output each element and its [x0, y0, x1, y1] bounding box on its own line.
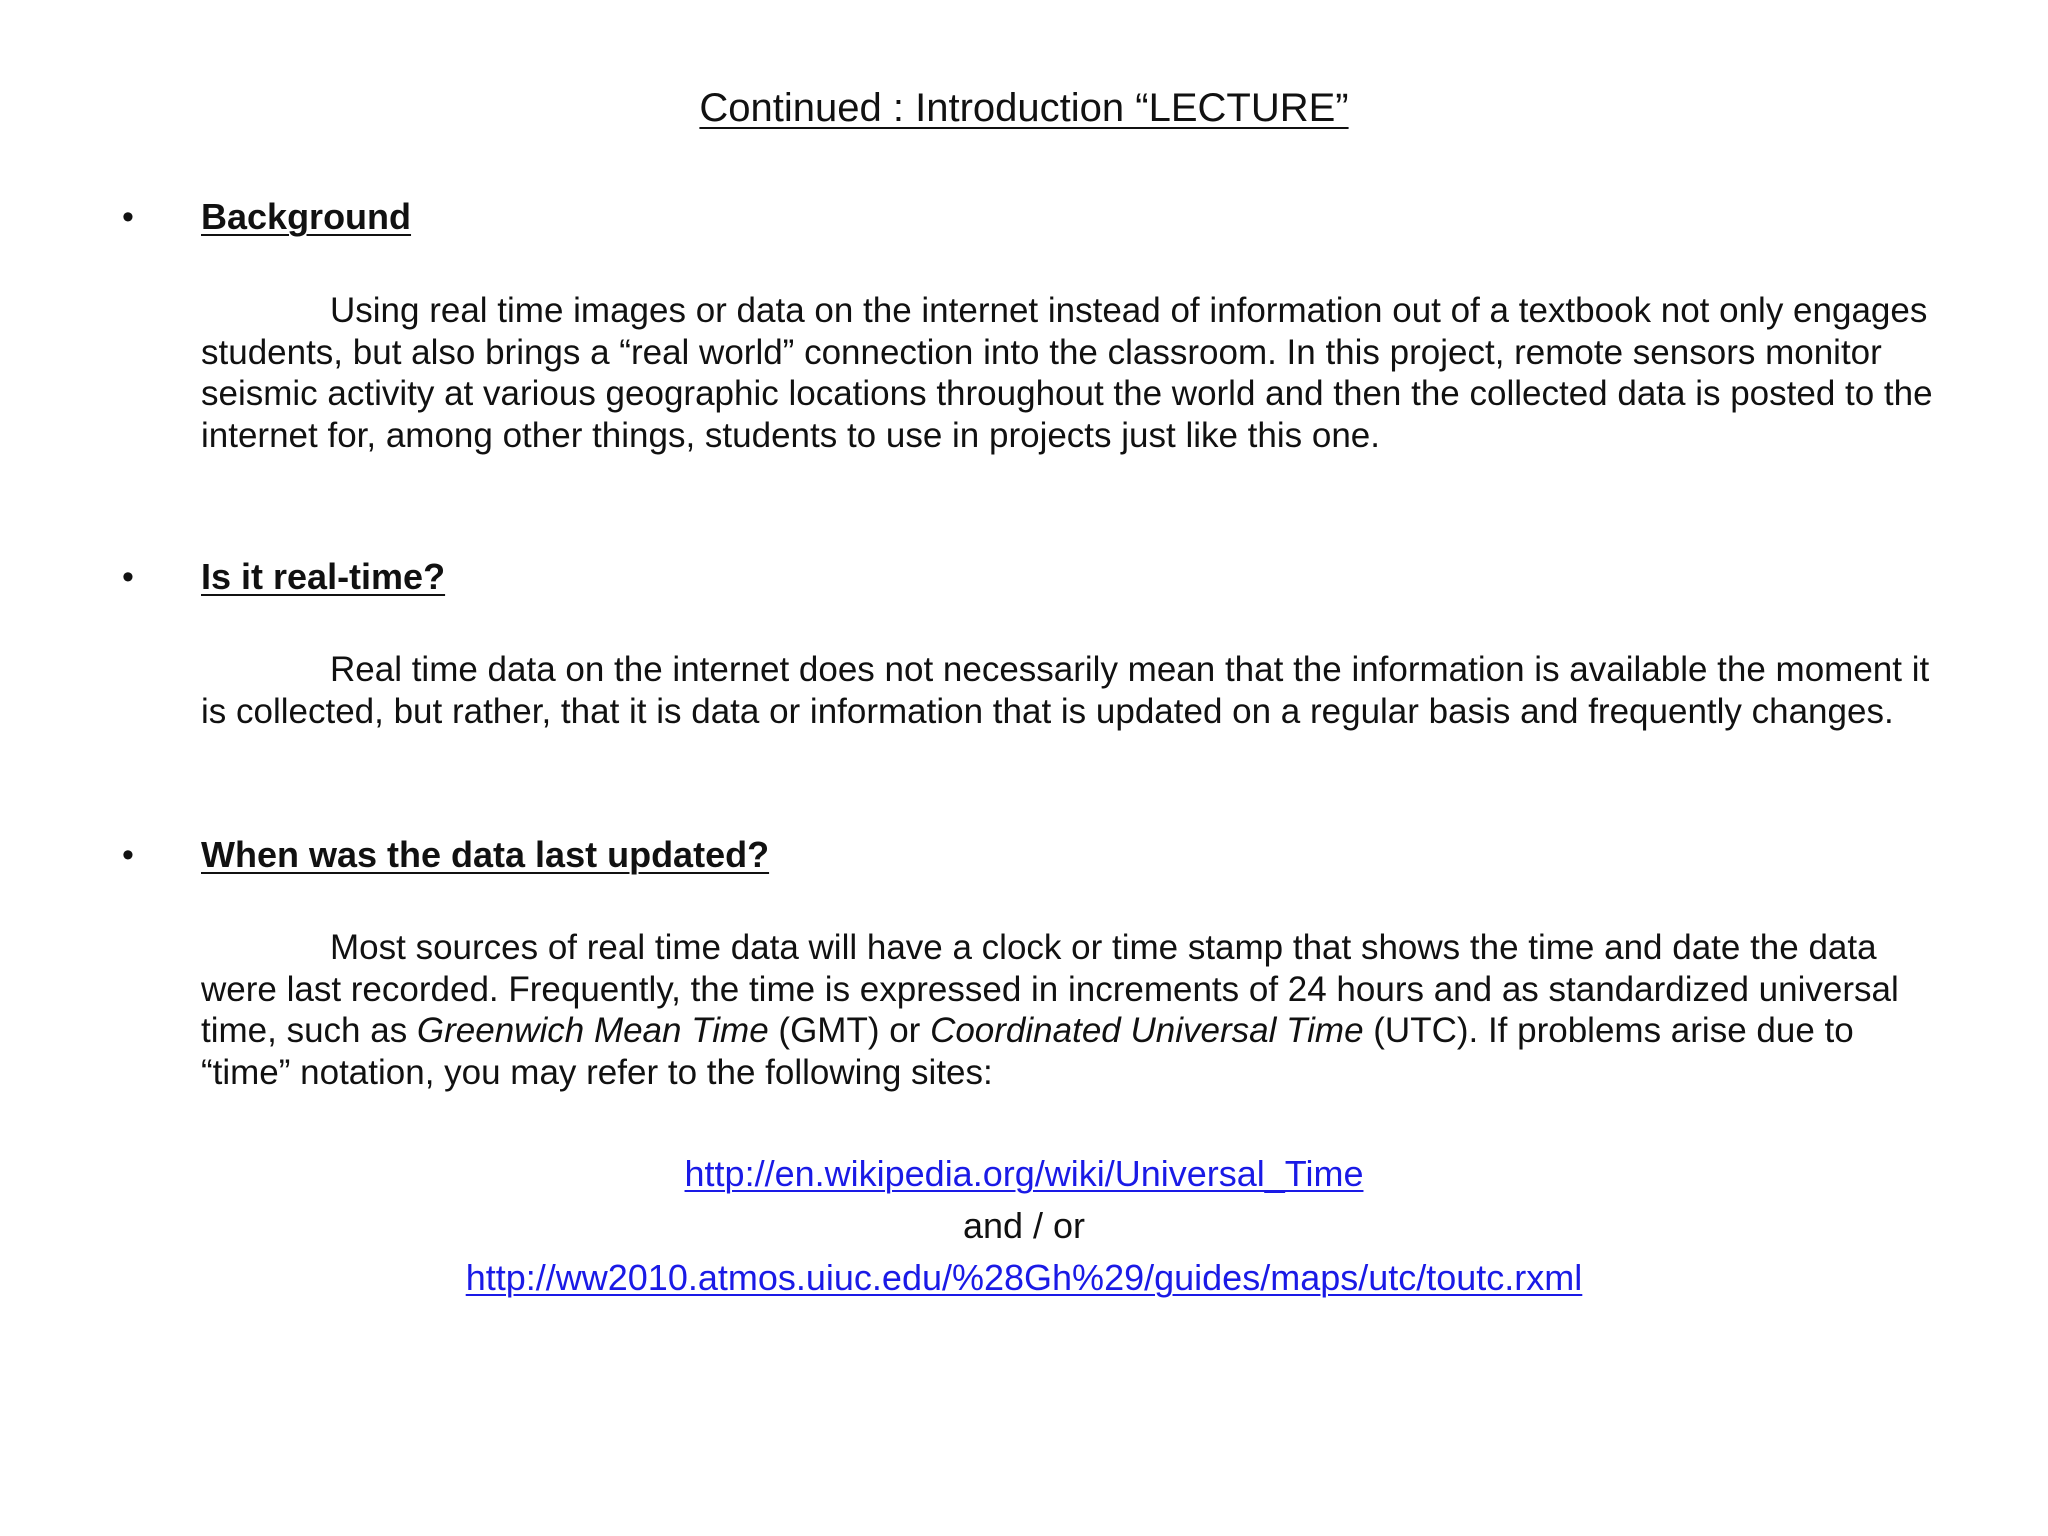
- body-italic-utc: Coordinated Universal Time: [930, 1011, 1364, 1050]
- bullet-marker: •: [122, 836, 134, 874]
- link-universal-time[interactable]: http://en.wikipedia.org/wiki/Universal_Time: [684, 1153, 1364, 1194]
- body-text: Most sources of real time data will have a clock or time stamp that shows the time and date the data were last recorded. Frequently, the time is expressed in increments of 24 hours and as standardized universal time, such as: [201, 928, 1899, 1050]
- bullet-marker: •: [122, 558, 134, 596]
- bullet-marker: •: [122, 198, 134, 236]
- section-heading-last-updated: When was the data last updated?: [201, 834, 770, 875]
- link-utc-guide[interactable]: http://ww2010.atmos.uiuc.edu/%28Gh%29/guides/maps/utc/toutc.rxml: [465, 1257, 1583, 1298]
- links-separator: and / or: [962, 1205, 1086, 1246]
- body-italic-gmt: Greenwich Mean Time: [416, 1011, 769, 1050]
- section-heading-background: Background: [201, 196, 412, 237]
- reference-links: [0, 1148, 2048, 1304]
- section-body-real-time: Real time data on the internet does not necessarily mean that the information is available the moment it is collected, but rather, that it is data or information that is updated on a regular basis and frequently changes.: [201, 650, 1930, 731]
- section-heading-real-time: Is it real-time?: [201, 556, 446, 597]
- body-text: (GMT) or: [768, 1011, 931, 1050]
- slide-title: Continued : Introduction “LECTURE”: [699, 86, 1349, 130]
- section-body-background: Using real time images or data on the internet instead of information out of a textbook not only engages students, but also brings a “real world” connection into the classroom. In this project, remote sensors monitor seismic activity at various geographic locations throughout the world and then the collected data is posted to the internet for, among other things, students to use in projects just like this one.: [201, 291, 1933, 455]
- body-text: (UTC). If problems arise due to “time” notation, you may refer to the following sites:: [201, 1011, 1854, 1092]
- section-body-last-updated: [201, 927, 1941, 1093]
